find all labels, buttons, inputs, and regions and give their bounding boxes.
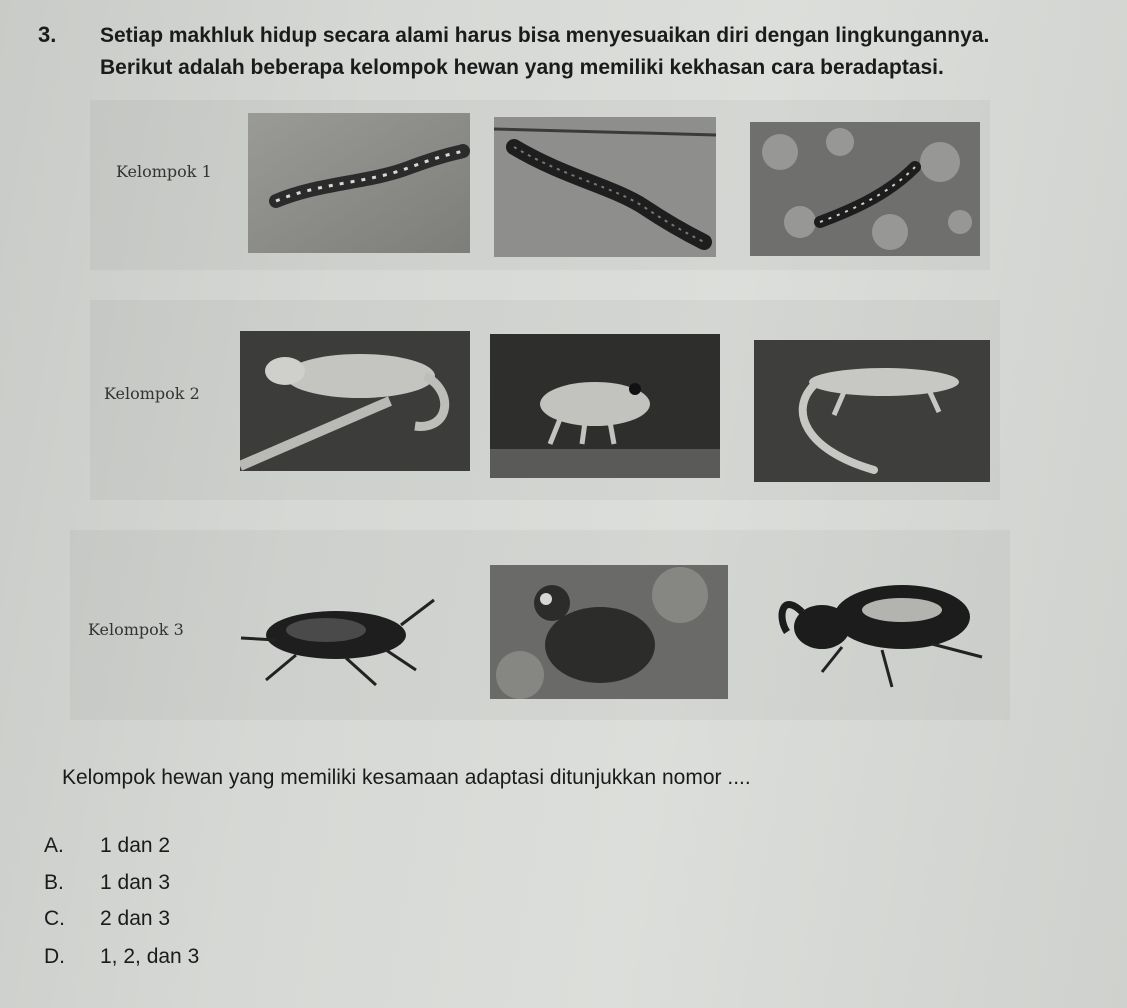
salamander-photo xyxy=(754,340,990,482)
option-d-text: 1, 2, dan 3 xyxy=(100,945,200,968)
option-c[interactable] xyxy=(44,907,170,931)
group-3-label: Kelompok 3 xyxy=(88,620,184,639)
frog-photo xyxy=(490,334,720,478)
question-text-line-2: Berikut adalah beberapa kelompok hewan yang memiliki kekhasan cara beradaptasi. xyxy=(100,56,944,79)
option-a-letter: A. xyxy=(44,834,64,857)
group-1-label: Kelompok 1 xyxy=(116,162,212,181)
rhinoceros-beetle-photo xyxy=(762,572,992,694)
ape-photo xyxy=(490,565,728,699)
millipede-photo xyxy=(494,117,716,257)
option-c-text: 2 dan 3 xyxy=(100,907,171,930)
option-b[interactable] xyxy=(44,871,170,895)
option-b-letter: B. xyxy=(44,871,64,894)
option-a[interactable] xyxy=(44,834,170,858)
cockroach-photo xyxy=(236,590,436,690)
option-a-text: 1 dan 2 xyxy=(100,834,171,857)
centipede-photo xyxy=(248,113,470,253)
option-d[interactable] xyxy=(44,945,199,969)
caterpillar-photo xyxy=(750,122,980,256)
option-b-text: 1 dan 3 xyxy=(100,871,171,894)
question-text-line-1: Setiap makhluk hidup secara alami harus bisa menyesuaikan diri dengan lingkungannya. xyxy=(100,24,990,47)
question-number: 3. xyxy=(38,22,57,47)
group-2-label: Kelompok 2 xyxy=(104,384,200,403)
question-prompt: Kelompok hewan yang memiliki kesamaan adaptasi ditunjukkan nomor .... xyxy=(62,766,751,789)
chameleon-photo xyxy=(240,331,470,471)
option-d-letter: D. xyxy=(44,945,65,968)
option-c-letter: C. xyxy=(44,907,65,930)
